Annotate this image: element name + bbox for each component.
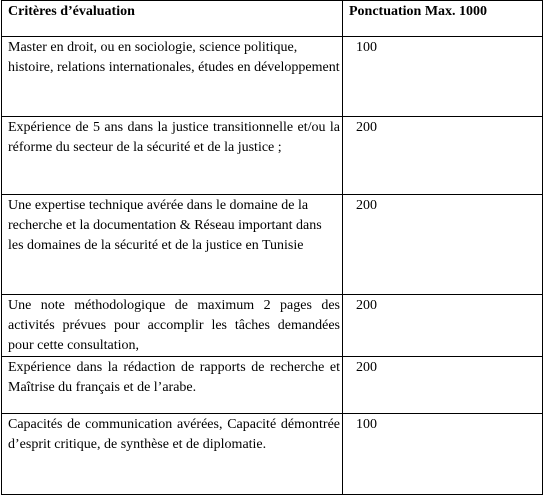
- criterion-cell: Master en droit, ou en sociologie, science politique, histoire, relations internationales, études en développement: [2, 37, 343, 117]
- score-cell: 200: [343, 295, 543, 357]
- table-row: [2, 37, 543, 117]
- criterion-cell: Une note méthodologique de maximum 2 pages des activités prévues pour accomplir les tâches demandées pour cette consultation,: [2, 295, 343, 357]
- table-row: [2, 195, 543, 295]
- score-cell: 200: [343, 357, 543, 414]
- score-cell: 200: [343, 195, 543, 295]
- criterion-cell: Expérience dans la rédaction de rapports de recherche et Maîtrise du français et de l’arabe.: [2, 357, 343, 414]
- criterion-cell: Une expertise technique avérée dans le domaine de la recherche et la documentation & Réseau important dans les domaines de la sécurité et de la justice en Tunisie: [2, 195, 343, 295]
- table-header-row: [2, 1, 543, 37]
- table-row: [2, 117, 543, 195]
- score-cell: 200: [343, 117, 543, 195]
- score-cell: 100: [343, 414, 543, 495]
- criteria-column-header: Critères d’évaluation: [2, 1, 343, 37]
- score-cell: 100: [343, 37, 543, 117]
- table-row: [2, 414, 543, 495]
- criterion-cell: Expérience de 5 ans dans la justice transitionnelle et/ou la réforme du secteur de la sécurité et de la justice ;: [2, 117, 343, 195]
- evaluation-criteria-table: [1, 0, 543, 495]
- score-column-header: Ponctuation Max. 1000: [343, 1, 543, 37]
- table-row: [2, 295, 543, 357]
- table-row: [2, 357, 543, 414]
- criterion-cell: Capacités de communication avérées, Capacité démontrée d’esprit critique, de synthèse et de diplomatie.: [2, 414, 343, 495]
